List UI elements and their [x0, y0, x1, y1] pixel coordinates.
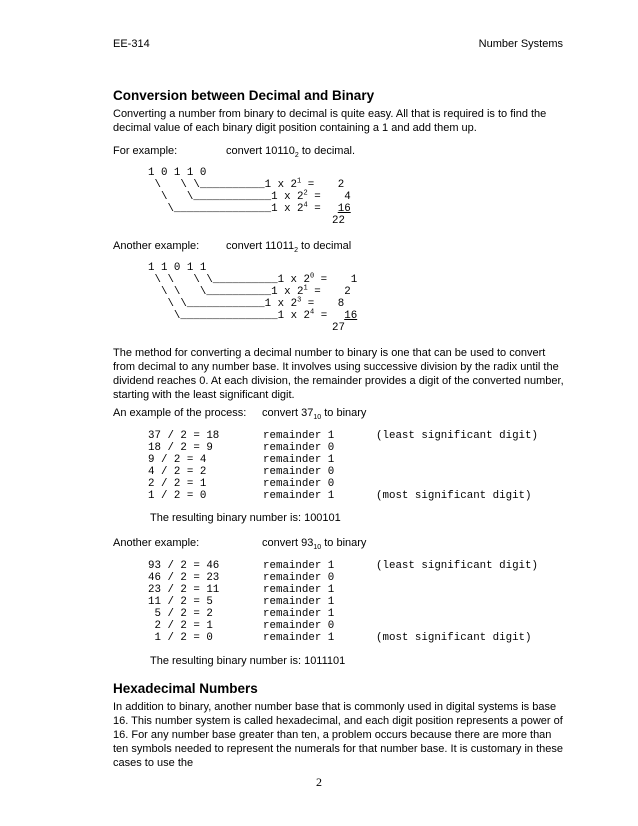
remainder: remainder 1	[263, 632, 335, 644]
example2-convert: convert $11011_2$ to decimal	[226, 240, 352, 255]
product-value: 16	[344, 310, 358, 322]
equals: =	[301, 179, 315, 191]
example2-rows	[148, 274, 357, 322]
digit-note: (most significant digit)	[376, 632, 532, 644]
equals: =	[307, 203, 321, 215]
product-value: 4	[344, 191, 351, 203]
example1-row	[148, 203, 351, 215]
slash-lines: \	[148, 203, 174, 215]
digit-note: (least significant digit)	[376, 430, 538, 442]
slash-lines: \ \ \	[148, 179, 200, 191]
example1-rows	[148, 179, 351, 215]
exponent: 4	[310, 308, 315, 317]
header-course: EE-314	[113, 38, 150, 50]
remainder: remainder 0	[263, 478, 335, 490]
example1-total: 22	[332, 215, 345, 227]
remainder: remainder 1	[263, 430, 335, 442]
product-value: 2	[344, 286, 351, 298]
digit-note: (least significant digit)	[376, 560, 538, 572]
division-expression: 5 / 2 = 2	[148, 608, 213, 620]
example1-label: For example:	[113, 145, 178, 157]
example2-row	[148, 298, 357, 310]
example1-convert: convert $10110_2$ to decimal.	[226, 145, 356, 160]
remainder: remainder 0	[263, 466, 335, 478]
slash-lines: \	[148, 310, 181, 322]
example2-row	[148, 310, 357, 322]
remainder: remainder 1	[263, 560, 335, 572]
connector-line: __________	[206, 286, 272, 298]
exponent: 2	[303, 189, 308, 198]
multiplier: 1 x 2	[271, 191, 304, 203]
slash-lines: \ \	[148, 191, 194, 203]
section-title-decimal-binary: Conversion between Decimal and Binary	[113, 88, 375, 103]
product-value: 1	[350, 274, 358, 286]
multiplier: 1 x 2	[264, 179, 298, 191]
remainder: remainder 1	[263, 608, 335, 620]
exponent: 1	[303, 284, 308, 293]
equals: =	[307, 286, 321, 298]
multiplier: 1 x 2	[264, 298, 298, 310]
equals: =	[307, 191, 321, 203]
division-expression: 11 / 2 = 5	[148, 596, 213, 608]
slash-lines: \ \ \ \	[148, 274, 213, 286]
equals: =	[314, 274, 328, 286]
division-expression: 37 / 2 = 18	[148, 430, 220, 442]
division-row	[148, 466, 538, 478]
remainder: remainder 0	[263, 620, 335, 632]
connector-line: ____________	[193, 191, 272, 203]
connector-line: __________	[199, 179, 265, 191]
division-row	[148, 572, 538, 584]
remainder: remainder 1	[263, 454, 335, 466]
example2-row	[148, 286, 357, 298]
product-value: 8	[337, 298, 345, 310]
product-value: 2	[337, 179, 345, 191]
division-row	[148, 608, 538, 620]
remainder: remainder 1	[263, 584, 335, 596]
example3-label: An example of the process:	[113, 407, 247, 419]
remainder: remainder 0	[263, 572, 335, 584]
multiplier: 1 x 2	[271, 203, 304, 215]
connector-line: _______________	[173, 203, 272, 215]
intro-paragraph: Converting a number from binary to decimal is quite easy. All that is required is to find the decimal value of each binary digit position containing a 1 and add them up.	[113, 108, 547, 134]
division-expression: 1 / 2 = 0	[148, 490, 207, 502]
multiplier: 1 x 2	[277, 274, 310, 286]
example3-division-table	[148, 430, 538, 502]
remainder: remainder 0	[263, 442, 335, 454]
division-row	[148, 454, 538, 466]
product-value: 16	[337, 203, 351, 215]
connector-line: ____________	[186, 298, 265, 310]
example3-result: The resulting binary number is: 100101	[150, 512, 341, 524]
example1-row	[148, 191, 351, 203]
example2-digits: 1 1 0 1 1	[148, 262, 207, 274]
exponent: 3	[297, 296, 302, 305]
division-expression: 46 / 2 = 23	[148, 572, 220, 584]
connector-line: _______________	[180, 310, 278, 322]
exponent: 4	[303, 201, 308, 210]
exponent: 1	[297, 177, 302, 186]
division-expression: 1 / 2 = 0	[148, 632, 213, 644]
division-expression: 93 / 2 = 46	[148, 560, 220, 572]
multiplier: 1 x 2	[271, 286, 304, 298]
method-paragraph: The method for converting a decimal number to binary is one that can be used to convert from decimal to any number base. It involves using successive division by the radix until the dividend reaches 0. At each division, the remainder provides a digit of the converted number, starting with the least significant digit.	[113, 347, 564, 401]
example1-diagram	[148, 167, 351, 227]
example4-convert: convert $93_{10}$ to binary	[262, 537, 367, 552]
division-row	[148, 620, 538, 632]
slash-lines: \ \ \	[148, 286, 207, 298]
example3-convert: convert $37_{10}$ to binary	[262, 407, 367, 422]
example2-row	[148, 274, 357, 286]
hexadecimal-paragraph: In addition to binary, another number base that is commonly used in digital systems is base 16. This number system is called hexadecimal, and each digit position represents a power of 16. For any number base greater than ten, a problem occurs because there are more than ten symbols needed to represent the numerals for that number base. It is customary in these cases to use the	[113, 701, 564, 769]
division-expression: 18 / 2 = 9	[148, 442, 213, 454]
division-expression: 23 / 2 = 11	[148, 584, 220, 596]
division-row	[148, 490, 538, 502]
division-row	[148, 596, 538, 608]
exponent: 0	[310, 272, 315, 281]
division-expression: 2 / 2 = 1	[148, 478, 207, 490]
remainder: remainder 1	[263, 596, 335, 608]
example4-division-table	[148, 560, 538, 644]
division-row	[148, 584, 538, 596]
example1-digits: 1 0 1 1 0	[148, 167, 207, 179]
digit-note: (most significant digit)	[376, 490, 532, 502]
equals: =	[314, 310, 328, 322]
example1-row	[148, 179, 351, 191]
division-row	[148, 430, 538, 442]
division-expression: 9 / 2 = 4	[148, 454, 207, 466]
example4-label: Another example:	[113, 537, 200, 549]
division-row	[148, 560, 538, 572]
division-expression: 2 / 2 = 1	[148, 620, 213, 632]
division-row	[148, 478, 538, 490]
header-topic: Number Systems	[478, 38, 563, 50]
division-row	[148, 632, 538, 644]
division-row	[148, 442, 538, 454]
division-expression: 4 / 2 = 2	[148, 466, 207, 478]
multiplier: 1 x 2	[277, 310, 311, 322]
example4-result: The resulting binary number is: 1011101	[150, 655, 346, 667]
section-title-hexadecimal: Hexadecimal Numbers	[113, 681, 258, 696]
example2-total: 27	[332, 322, 345, 334]
slash-lines: \ \	[148, 298, 187, 310]
example2-diagram	[148, 262, 357, 334]
page-number: 2	[316, 775, 322, 789]
remainder: remainder 1	[263, 490, 335, 502]
connector-line: __________	[212, 274, 278, 286]
example2-label: Another example:	[113, 240, 200, 252]
equals: =	[301, 298, 315, 310]
